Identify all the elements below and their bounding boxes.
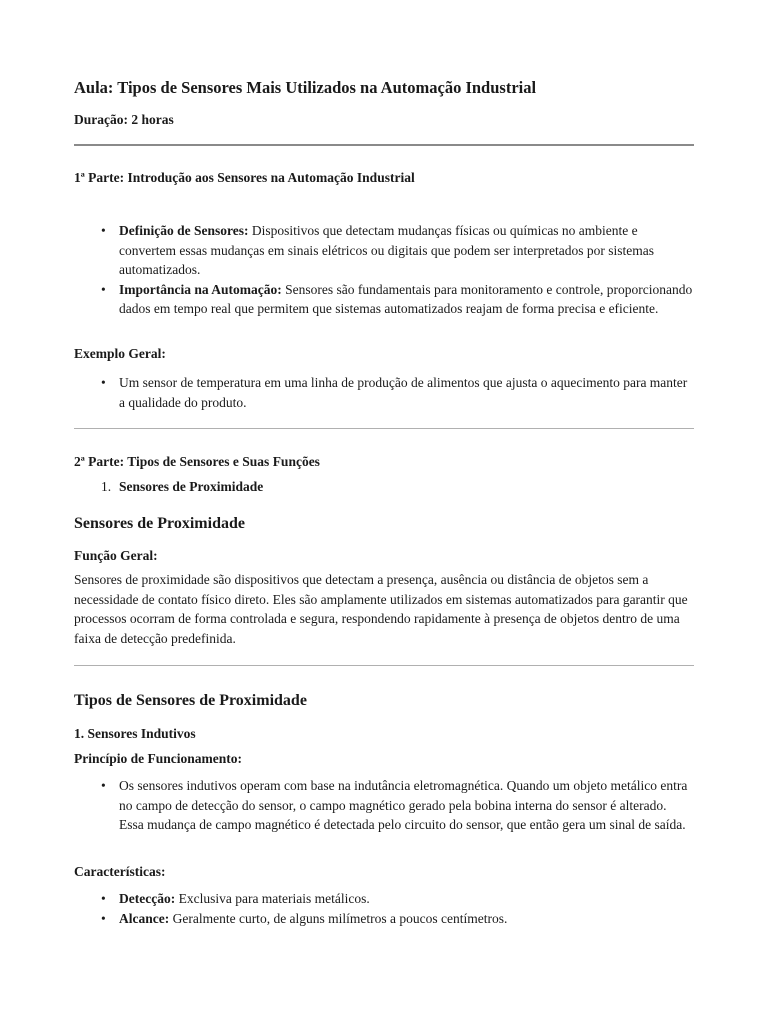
list-item (74, 280, 694, 319)
bullet-text: Exclusiva para materiais metálicos. (175, 891, 370, 906)
bullet-icon: • (101, 375, 106, 390)
principle-list (74, 776, 694, 835)
section-divider (74, 428, 694, 429)
list-item (74, 776, 694, 835)
list-item (74, 373, 694, 412)
bullet-term: Importância na Automação: (119, 281, 282, 297)
list-item (74, 221, 694, 280)
list-label: Sensores de Proximidade (119, 479, 264, 494)
part1-bullet-list (74, 221, 694, 319)
part2-heading: 2ª Parte: Tipos de Sensores e Suas Funções (74, 454, 320, 469)
list-item (74, 477, 694, 497)
bullet-icon: • (101, 778, 106, 793)
inductive-heading: 1. Sensores Indutivos (74, 726, 196, 741)
list-item (74, 889, 694, 909)
list-number: 1. (101, 479, 112, 494)
bullet-text: Geralmente curto, de alguns milímetros a poucos centímetros. (169, 910, 508, 926)
function-heading: Função Geral: (74, 548, 158, 563)
example-list (74, 373, 694, 412)
principle-heading: Princípio de Funcionamento: (74, 751, 242, 766)
bullet-term: Detecção: (119, 891, 176, 906)
bullet-icon: • (101, 910, 106, 926)
bullet-text: Dispositivos que detectam mudanças físicas ou químicas no ambiente e convertem essas mudanças em sinais elétricos ou digitais que podem ser interpretados por sistemas automatizados. (119, 223, 654, 277)
bullet-text: Os sensores indutivos operam com base na indutância eletromagnética. Quando um objeto metálico entra no campo de detecção do sensor, o campo magnético gerado pela bobina interna do sensor é alterado. Essa mudança de campo magnético é detectada pelo circuito do sensor, que então gera um sinal de saída. (119, 778, 688, 832)
example-heading: Exemplo Geral: (74, 346, 166, 361)
bullet-text: Um sensor de temperatura em uma linha de produção de alimentos que ajusta o aquecimento para manter a qualidade do produto. (119, 375, 688, 410)
bullet-text: Sensores são fundamentais para monitoramento e controle, proporcionando dados em tempo real que permitem que sistemas automatizados reajam de forma precisa e eficiente. (119, 281, 693, 316)
section-divider (74, 665, 694, 666)
bullet-term: Definição de Sensores: (119, 223, 249, 238)
list-item (74, 909, 694, 929)
section-divider (74, 144, 694, 146)
part1-heading: 1ª Parte: Introdução aos Sensores na Automação Industrial (74, 170, 415, 185)
bullet-icon: • (101, 891, 106, 906)
proximity-heading: Sensores de Proximidade (74, 515, 245, 532)
part2-numbered-list (74, 477, 694, 497)
bullet-icon: • (101, 223, 106, 238)
bullet-icon: • (101, 281, 106, 297)
page-title: Aula: Tipos de Sensores Mais Utilizados na Automação Industrial (74, 78, 537, 97)
function-paragraph: Sensores de proximidade são dispositivos que detectam a presença, ausência ou distância de objetos sem a necessidade de contato físico direto. Eles são amplamente utilizados em sistemas automatizados para garantir que processos ocorram de forma controlada e segura, respondendo rapidamente à presença de objetos dentro de uma faixa de detecção predefinida. (74, 572, 688, 646)
characteristics-list (74, 889, 694, 928)
duration-label: Duração: 2 horas (74, 112, 174, 127)
characteristics-heading: Características: (74, 864, 166, 879)
bullet-term: Alcance: (119, 910, 170, 926)
types-heading: Tipos de Sensores de Proximidade (74, 692, 307, 709)
